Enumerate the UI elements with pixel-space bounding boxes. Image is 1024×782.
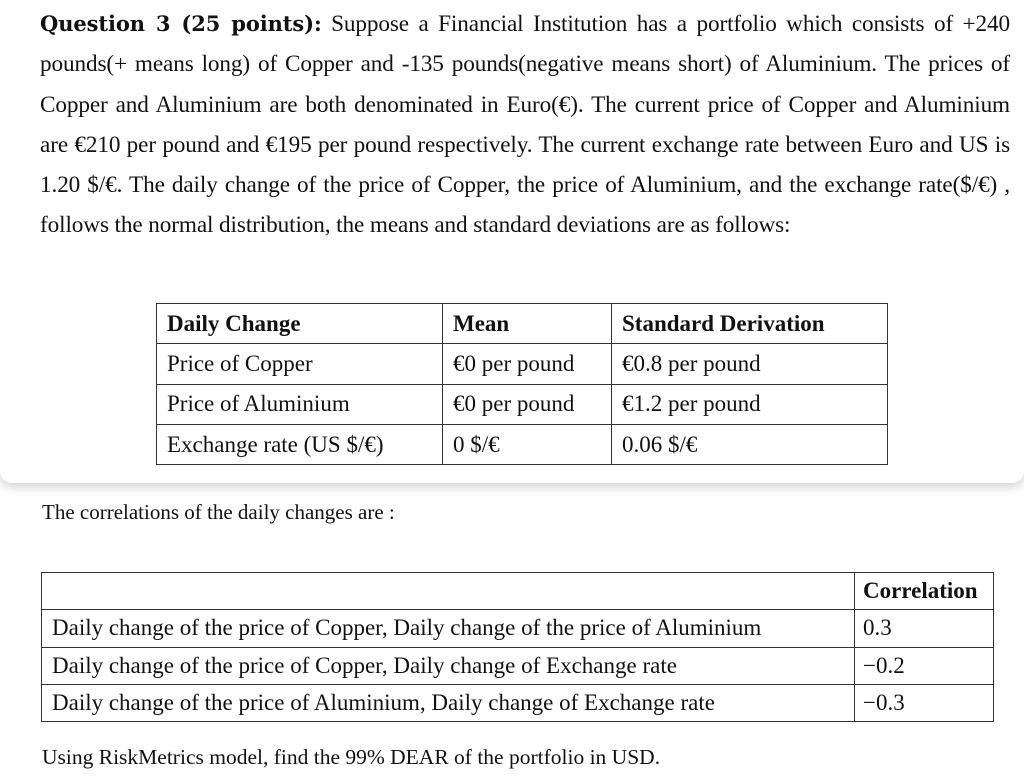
correlation-table [41,572,994,722]
table-row [157,384,888,424]
table-cell: −0.2 [855,647,994,684]
header-standard-deviation: Standard Derivation [612,304,888,344]
table-header-row [157,304,888,344]
task-text: Using RiskMetrics model, find the 99% DEAR of the portfolio in USD. [42,745,661,769]
header-daily-change: Daily Change [157,304,443,344]
header-correlation: Correlation [855,573,994,610]
distribution-table [156,303,888,465]
question-body: Suppose a Financial Institution has a portfolio which consists of +240 pounds(+ means long) of Copper and -135 pounds(negative means short) of Aluminium. The prices of Copper and Aluminium are both denominated in Euro(€). The current price of Copper and Aluminium are €210 per pound and €195 per pound respectively. The current exchange rate between Euro and US is 1.20 $/€. The daily change of the price of Copper, the price of Aluminium, and the exchange rate($/€) , follows the normal distribution, the means and standard deviations are as follows: [40,11,1010,239]
table-row [42,684,994,721]
question-text [40,4,1010,246]
table-cell: 0.3 [855,610,994,647]
table-row [42,647,994,684]
table-cell: Price of Aluminium [157,384,443,424]
table-cell: €0.8 per pound [612,344,888,384]
table-row [157,424,888,464]
table-cell: 0 $/€ [443,424,612,464]
table-row [42,610,994,647]
table-cell: 0.06 $/€ [612,424,888,464]
table-cell: Price of Copper [157,344,443,384]
table-cell: Exchange rate (US $/€) [157,424,443,464]
table-cell: Daily change of the price of Copper, Daily change of Exchange rate [42,647,855,684]
correlation-intro: The correlations of the daily changes are : [42,500,395,524]
table-cell: Daily change of the price of Copper, Daily change of the price of Aluminium [42,610,855,647]
table-cell: €0 per pound [443,344,612,384]
question-heading: Question 3 (25 points): [40,11,322,36]
header-pair [42,573,855,610]
table-row [157,344,888,384]
table-cell: Daily change of the price of Aluminium, Daily change of Exchange rate [42,684,855,721]
table-cell: €1.2 per pound [612,384,888,424]
header-mean: Mean [443,304,612,344]
table-header-row [42,573,994,610]
table-cell: €0 per pound [443,384,612,424]
table-cell: −0.3 [855,684,994,721]
